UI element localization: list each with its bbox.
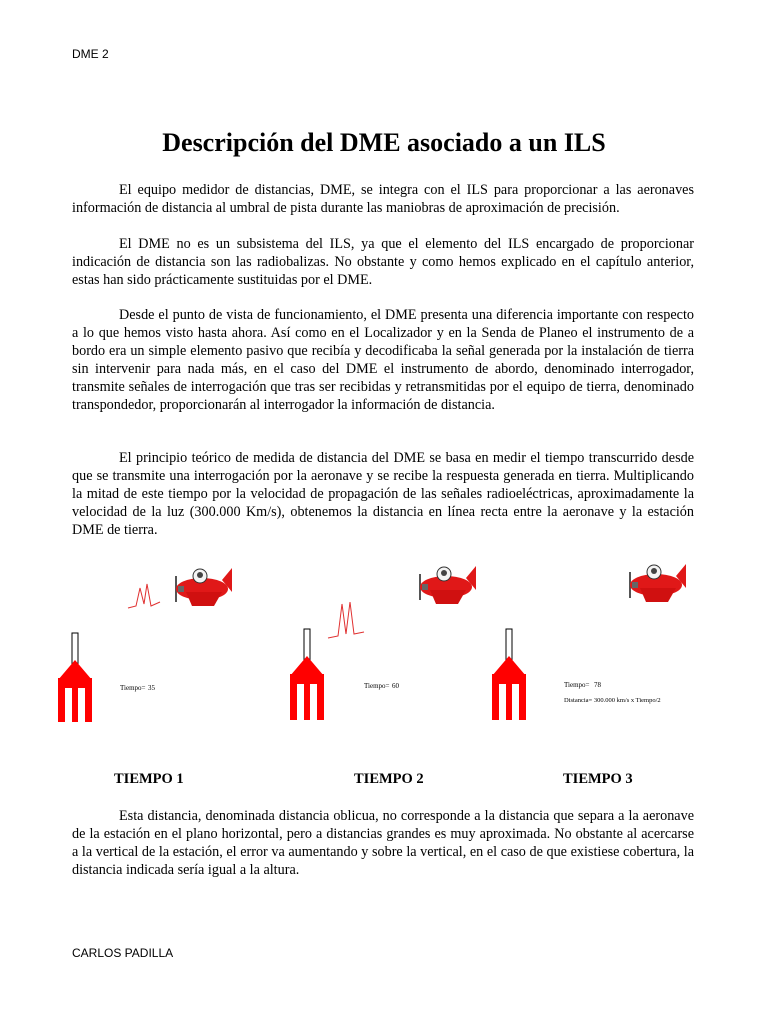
dme-station-icon [58, 633, 92, 722]
paragraph-distancia-oblicua: Esta distancia, denominada distancia oblicua, no corresponde a la distancia que separa a la aeronave de la estación en el plano horizontal, pero a distancias grandes es muy aproximada. No obstante al acercarse a la vertical de la estación, el error va aumentando y sobre la vertical, en el caso de que existiese cobertura, la distancia indicada sería igual a la altura. [72, 808, 694, 878]
caption-tiempo-1: TIEMPO 1 [114, 771, 184, 787]
figure-tiempo-2 [286, 556, 480, 738]
paragraph-intro: El equipo medidor de distancias, DME, se integra con el ILS para proporcionar a las aeronaves información de distancia al umbral de pista durante las maniobras de aproximación de precisión. [72, 182, 694, 216]
dme-station-icon [290, 629, 324, 720]
tiempo-value: 35 [148, 684, 155, 692]
airplane-icon [630, 564, 686, 602]
page-footer: CARLOS PADILLA [72, 946, 174, 960]
page-header: DME 2 [72, 47, 109, 61]
caption-tiempo-2: TIEMPO 2 [354, 771, 424, 787]
airplane-icon [420, 566, 476, 604]
airplane-icon [176, 568, 232, 606]
paragraph-principio: El principio teórico de medida de distancia del DME se basa en medir el tiempo transcurrido desde que se transmite una interrogación por la aeronave y se recibe la respuesta generada en tierra. Multiplicando la mitad de este tiempo por la velocidad de propagación de las señales radioeléctricas, aproximadamente la velocidad de la luz (300.000 Km/s), obtenemos la distancia en línea recta entre la aeronave y la estación DME de tierra. [72, 450, 694, 538]
tiempo-value: 60 [392, 682, 399, 690]
dme-station-icon [492, 629, 526, 720]
page-title: Descripción del DME asociado a un ILS [162, 128, 606, 157]
paragraph-radiobalizas: El DME no es un subsistema del ILS, ya que el elemento del ILS encargado de proporcionar indicación de distancia son las radiobalizas. No obstante y como hemos explicado en el capítulo anterior, estas han sido prácticamente sustituidas por el DME. [72, 236, 694, 288]
figure-tiempo-3 [486, 556, 698, 738]
tiempo-label: Tiempo= [120, 684, 146, 692]
distance-formula: Distancia= 300.000 km/s x Tiempo/2 [564, 697, 661, 704]
caption-tiempo-3: TIEMPO 3 [563, 771, 633, 787]
figure-tiempo-1 [52, 556, 232, 738]
tiempo-label: Tiempo= [564, 681, 590, 689]
paragraph-funcionamiento: Desde el punto de vista de funcionamiento, el DME presenta una diferencia importante con respecto a lo que hemos visto hasta ahora. Así como en el Localizador y en la Senda de Planeo el instrumento de a bordo era un simple elemento pasivo que recibía y decodificaba la señal generada por la instalación de tierra sin intervenir para nada más, en el caso del DME el instrumento de abordo, denominado interrogador, transmite señales de interrogación que tras ser recibidas y retransmitidas por el equipo de tierra, denominado transpondedor, proporcionarán al interrogador la información de distancia. [72, 307, 694, 413]
signal-pulse-icon [128, 584, 160, 608]
tiempo-label: Tiempo= [364, 682, 390, 690]
signal-pulse-icon [328, 602, 364, 638]
tiempo-value: 78 [594, 681, 601, 689]
